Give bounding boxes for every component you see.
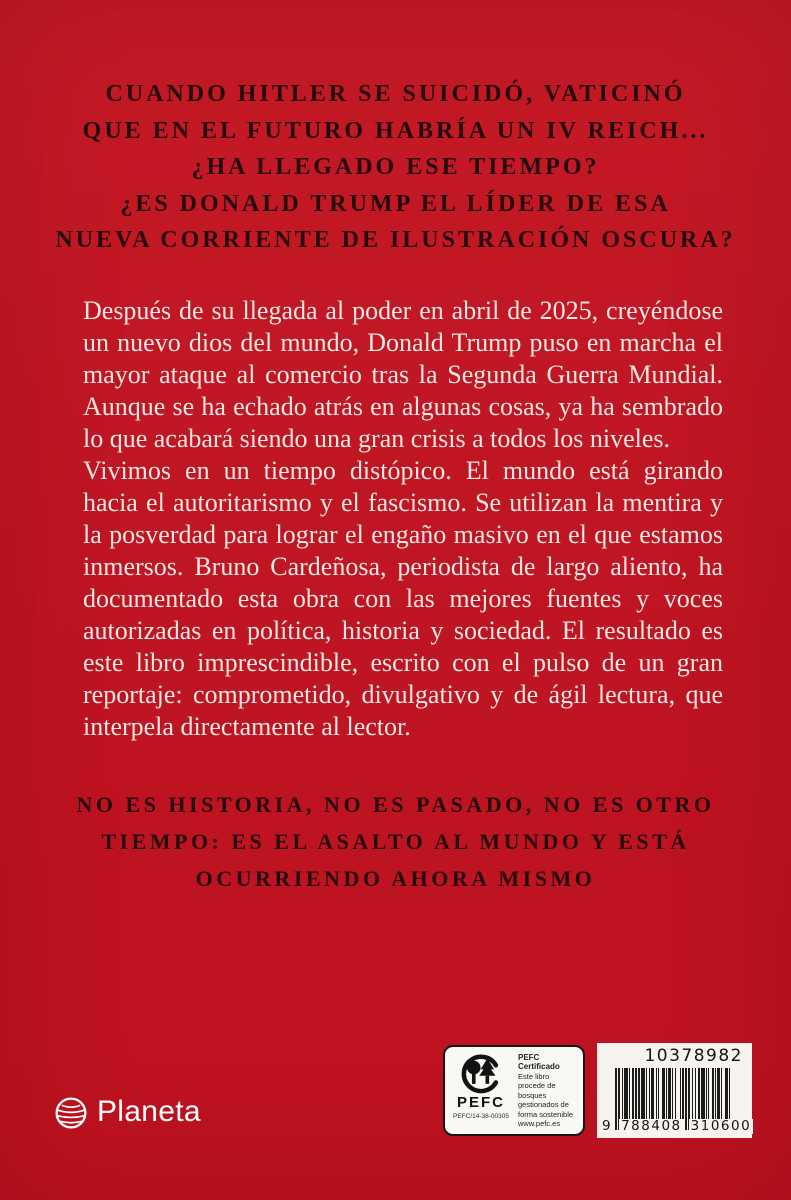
bottom-headline bbox=[0, 786, 791, 897]
bottom-headline-line: NO ES HISTORIA, NO ES PASADO, NO ES OTRO bbox=[76, 792, 715, 817]
barcode-digit-group: 310600 bbox=[690, 1118, 752, 1135]
pefc-license-number: PEFC/14-38-00305 bbox=[452, 1113, 509, 1120]
barcode-digit-group: 9 bbox=[602, 1118, 613, 1135]
synopsis-text bbox=[83, 295, 723, 743]
barcode-top-number: 10378982 bbox=[644, 1046, 743, 1066]
publisher-name: Planeta bbox=[97, 1094, 201, 1128]
barcode-digits bbox=[600, 1119, 753, 1134]
pefc-certification-box bbox=[443, 1045, 585, 1136]
bottom-headline-line: OCURRIENDO AHORA MISMO bbox=[195, 866, 596, 891]
pefc-website: www.pefc.es bbox=[518, 1119, 561, 1129]
top-headline-line: ¿HA LLEGADO ESE TIEMPO? bbox=[191, 154, 600, 180]
top-headline-line: QUE EN EL FUTURO HABRÍA UN IV REICH... bbox=[82, 117, 709, 144]
barcode-digit-group: 788408 bbox=[621, 1118, 682, 1135]
isbn-barcode-box bbox=[597, 1043, 752, 1138]
pefc-certified-label: PEFC Certificado bbox=[518, 1053, 560, 1071]
publisher-logo bbox=[54, 1096, 201, 1130]
synopsis-paragraph: Después de su llegada al poder en abril de 2025, creyéndose un nuevo dios del mundo, Donald Trump puso en marcha el mayor ataque al comercio tras la Segunda Guerra Mundial. Aunque se ha echado atrás en algunas cosas, ya ha sembrado lo que acabará siendo una gran crisis a todos los niveles. bbox=[83, 296, 723, 453]
pefc-description: Este libro procede de bosques gestionados de forma sostenible bbox=[518, 1071, 574, 1119]
top-headline-line: ¿ES DONALD TRUMP EL LÍDER DE ESA bbox=[120, 190, 671, 217]
top-headline-line: NUEVA CORRIENTE DE ILUSTRACIÓN OSCURA? bbox=[55, 227, 736, 253]
globe-icon bbox=[54, 1096, 88, 1130]
pefc-wordmark: PEFC bbox=[456, 1094, 505, 1111]
synopsis-paragraph: Vivimos en un tiempo distópico. El mundo está girando hacia el autoritarismo y el fascismo. Se utilizan la mentira y la posverdad para lograr el engaño masivo en el que estamos inmersos. Bruno Cardeñosa, periodista de largo aliento, ha documentado esta obra con las mejores fuentes y voces autorizadas en política, historia y sociedad. El resultado es este libro imprescindible, escrito con el pulso de un gran reportaje: comprometido, divulgativo y de ágil lectura, que interpela directamente al lector. bbox=[83, 456, 723, 741]
top-headline-line: CUANDO HITLER SE SUICIDÓ, VATICINÓ bbox=[105, 81, 686, 107]
bottom-headline-line: TIEMPO: ES EL ASALTO AL MUNDO Y ESTÁ bbox=[101, 829, 690, 854]
pefc-trees-icon bbox=[453, 1052, 509, 1094]
top-headline bbox=[0, 76, 791, 259]
